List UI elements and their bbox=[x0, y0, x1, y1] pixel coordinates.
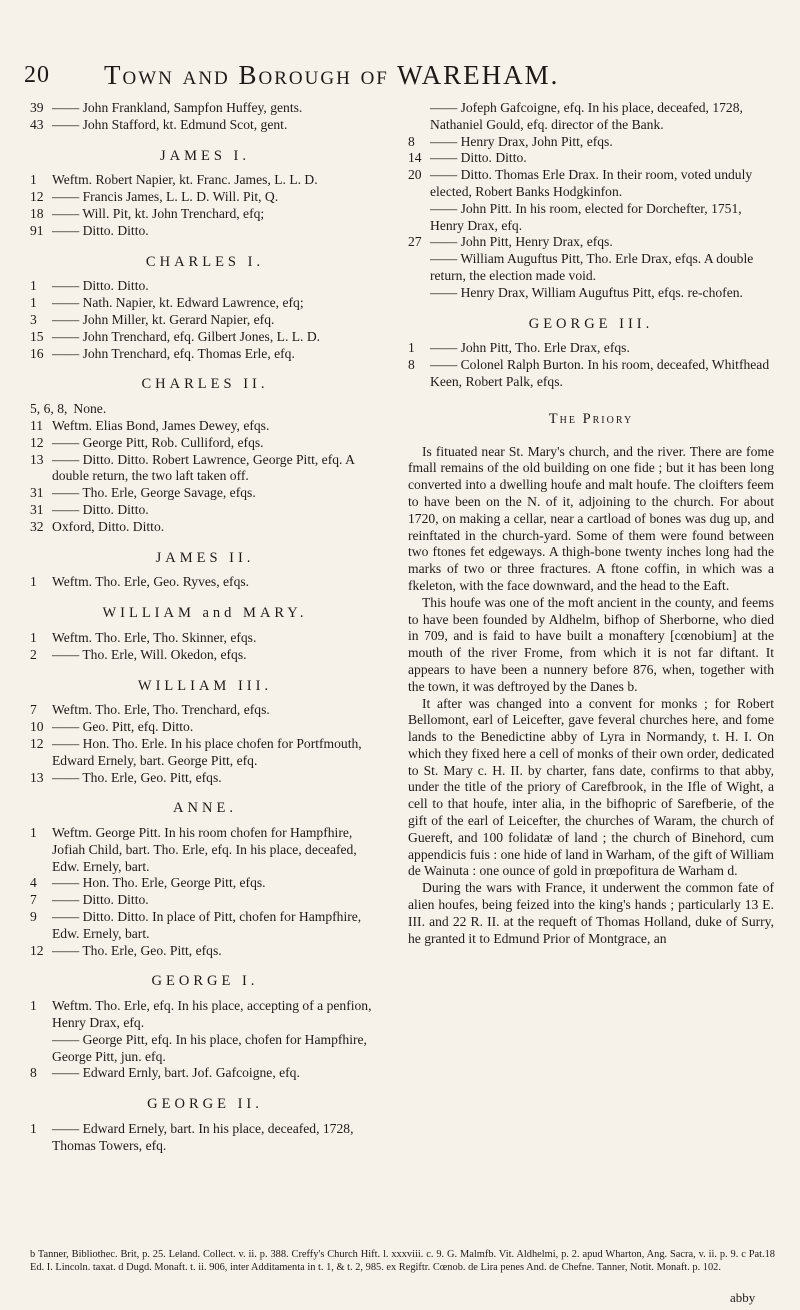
parliament-entry bbox=[30, 206, 380, 223]
parliament-entry bbox=[30, 892, 380, 909]
entry-number: 1 bbox=[30, 574, 37, 590]
section-heading: The Priory bbox=[548, 410, 634, 427]
parliament-entry bbox=[30, 502, 380, 519]
entry-number: 1 bbox=[30, 825, 37, 841]
parliament-entry bbox=[30, 998, 380, 1032]
parliament-entry bbox=[30, 909, 380, 943]
entry-text: —— John Pitt, Tho. Erle Drax, efqs. bbox=[430, 340, 630, 356]
parliament-entry bbox=[30, 647, 380, 664]
parliament-entry bbox=[30, 435, 380, 452]
entry-text: —— Hon. Tho. Erle, George Pitt, efqs. bbox=[52, 875, 266, 891]
entry-number: 11 bbox=[30, 417, 44, 433]
parliament-entry bbox=[408, 251, 774, 285]
entry-text: Weftm. Tho. Erle, efq. In his place, accepting of a penfion, Henry Drax, efq. bbox=[52, 998, 372, 1031]
reign-heading: WILLIAM III. bbox=[137, 677, 273, 694]
entry-text: —— Nath. Napier, kt. Edward Lawrence, efq; bbox=[52, 295, 304, 311]
reign-heading: CHARLES II. bbox=[141, 376, 269, 393]
reign-heading: GEORGE III. bbox=[528, 315, 654, 332]
entry-text: —— Ditto. Ditto. bbox=[52, 222, 149, 238]
entry-number: 91 bbox=[30, 222, 44, 238]
parliament-entry bbox=[408, 150, 774, 167]
entry-number: 12 bbox=[30, 434, 44, 450]
entry-text: —— Ditto. Ditto. In place of Pitt, chofen for Hampfhire, Edw. Ernely, bart. bbox=[52, 909, 362, 941]
parliament-entry bbox=[30, 346, 380, 363]
parliament-entry bbox=[408, 285, 774, 302]
entry-number: 13 bbox=[30, 451, 44, 467]
entry-text: —— George Pitt, efq. In his place, chofen for Hampfhire, George Pitt, jun. efq. bbox=[52, 1031, 367, 1064]
entry-text: Oxford, Ditto. Ditto. bbox=[52, 518, 165, 534]
parliament-entry bbox=[408, 100, 774, 134]
entry-text: Weftm. Tho. Erle, Tho. Trenchard, efqs. bbox=[52, 702, 270, 718]
parliament-entry bbox=[30, 1065, 380, 1082]
entry-number: 5, 6, 8, bbox=[30, 401, 68, 417]
entry-number: 39 bbox=[30, 100, 44, 115]
entry-number: 8 bbox=[30, 1065, 37, 1081]
parliament-entry bbox=[30, 312, 380, 329]
entry-number: 7 bbox=[30, 702, 37, 718]
entry-text: —— John Pitt, Henry Drax, efqs. bbox=[430, 234, 613, 250]
entry-number: 1 bbox=[30, 629, 37, 645]
parliament-entry bbox=[30, 329, 380, 346]
entry-text: —— William Auguftus Pitt, Tho. Erle Drax, efqs. A double return, the election made void. bbox=[430, 251, 754, 283]
entry-text: —— Ditto. Thomas Erle Drax. In their room, voted unduly elected, Robert Banks Hodgkinfon. bbox=[430, 167, 753, 199]
entry-number: 15 bbox=[30, 328, 44, 344]
parliament-entry bbox=[30, 295, 380, 312]
paragraph: This houfe was one of the moft ancient in the county, and feems to have been founded by Aldhelm, bifhop of Sherborne, who died in 709, and is faid to have built a monaftery [cœnobium] at the mouth of the river Frome, from which it is not far diftant. It appears to have been a nunnery before 876, when, together with the town, it was deftroyed by the Danes b. bbox=[408, 594, 774, 694]
entry-number: 3 bbox=[30, 311, 37, 327]
entry-text: —— Ditto. Ditto. bbox=[52, 278, 149, 294]
entry-number: 13 bbox=[30, 769, 44, 785]
parliament-entry bbox=[408, 340, 774, 357]
reign-heading: CHARLES I. bbox=[145, 253, 265, 270]
entry-text: —— Edward Ernly, bart. Jof. Gafcoigne, efq. bbox=[52, 1065, 300, 1081]
entry-number: 8 bbox=[408, 357, 415, 373]
entry-text: Weftm. Elias Bond, James Dewey, efqs. bbox=[52, 417, 270, 433]
page-number: 20 bbox=[24, 62, 50, 88]
parliament-entry bbox=[408, 134, 774, 151]
entry-number: 1 bbox=[30, 172, 37, 188]
entry-text: —— Geo. Pitt, efq. Ditto. bbox=[52, 719, 194, 735]
reign-heading: GEORGE I. bbox=[151, 973, 259, 990]
parliament-entry bbox=[30, 1032, 380, 1066]
entry-text: None. bbox=[73, 401, 107, 417]
parliament-entry bbox=[30, 117, 380, 134]
paragraph: During the wars with France, it underwent the common fate of alien houfes, being feized into the king's hands ; particularly 13 E. III. and 22 R. II. at the requeft of Thomas Holland, duke of Surry, he granted it to Edmund Prior of Montgrace, an bbox=[408, 880, 774, 946]
parliament-entry bbox=[30, 574, 380, 591]
entry-text: —— Hon. Tho. Erle. In his place chofen for Portfmouth, Edward Ernely, bart. George Pitt, efq. bbox=[52, 735, 362, 768]
running-header bbox=[24, 58, 784, 96]
entry-number: 27 bbox=[408, 234, 422, 250]
entry-number: 4 bbox=[30, 875, 37, 891]
reign-heading: ANNE. bbox=[173, 800, 237, 817]
entry-number: 12 bbox=[30, 942, 44, 958]
entry-number: 2 bbox=[30, 646, 37, 662]
entry-text: —— John Trenchard, efq. Thomas Erle, efq. bbox=[52, 345, 295, 361]
entry-text: —— Francis James, L. L. D. Will. Pit, Q. bbox=[52, 189, 279, 205]
entry-number: 14 bbox=[408, 150, 422, 166]
entry-text: —— Tho. Erle, Will. Okedon, efqs. bbox=[52, 646, 247, 662]
entry-text: —— Will. Pit, kt. John Trenchard, efq; bbox=[52, 205, 265, 221]
entry-text: —— John Frankland, Sampfon Huffey, gents. bbox=[52, 100, 303, 115]
parliament-entry bbox=[30, 630, 380, 647]
parliament-entry bbox=[30, 452, 380, 486]
parliament-entry bbox=[30, 1121, 380, 1155]
entry-text: —— John Trenchard, efq. Gilbert Jones, L. L. D. bbox=[52, 328, 321, 344]
parliament-entry bbox=[30, 875, 380, 892]
parliament-entry bbox=[30, 943, 380, 960]
entry-text: —— John Pitt. In his room, elected for Dorchefter, 1751, Henry Drax, efq. bbox=[430, 200, 742, 233]
parliament-entry bbox=[30, 736, 380, 770]
parliament-entry bbox=[30, 189, 380, 206]
right-column bbox=[408, 100, 774, 947]
entry-text: —— Jofeph Gafcoigne, efq. In his place, deceafed, 1728, Nathaniel Gould, efq. director of the Bank. bbox=[430, 100, 743, 132]
parliament-entry bbox=[30, 770, 380, 787]
page-title: Town and Borough of WAREHAM. bbox=[104, 60, 560, 90]
entry-number: 1 bbox=[30, 998, 37, 1014]
footnotes: b Tanner, Bibliothec. Brit, p. 25. Leland. Collect. v. ii. p. 388. Creffy's Church Hift. l. xxxviii. c. 9. G. Malmfb. Vit. Aldhelmi, p. 2. apud Wharton, Ang. Sacra, v. ii. p. 9. c Pat.18 Ed. I. Lincoln. taxat. d Dugd. Monaft. t. ii. 906, inter Additamenta in t. 1, & t. 2, 985. ex Regiftr. Cœnob. de Lira penes And. de Chefne. Tanner, Notit. Monaft. p. 102. bbox=[30, 1249, 775, 1273]
entry-text: Weftm. Tho. Erle, Tho. Skinner, efqs. bbox=[52, 629, 257, 645]
paragraph: Is fituated near St. Mary's church, and the river. There are fome fmall remains of the old building on one fide ; but it has been long converted into a dwelling houfe and malt houfe. The cloifters feem to have been on the N. of it, adjoining to the church. For about 1720, on making a cellar, near a cartload of bones was dug up, and reinftated in the church-yard. Some of them were found between two ftones fet edgeways. A thigh-bone twenty inches long had the marks of two or three fractures. A ftone coffin, in which was a fkeleton, with the face downward, and the head to the Eaft. bbox=[408, 443, 774, 593]
entry-text: —— Colonel Ralph Burton. In his room, deceafed, Whitfhead Keen, Robert Palk, efqs. bbox=[430, 357, 770, 389]
parliament-entry bbox=[30, 719, 380, 736]
entry-text: —— Ditto. Ditto. bbox=[430, 150, 527, 166]
entry-text: —— Henry Drax, John Pitt, efqs. bbox=[430, 133, 613, 149]
entry-text: Weftm. Tho. Erle, Geo. Ryves, efqs. bbox=[52, 574, 250, 590]
entry-number: 32 bbox=[30, 518, 44, 534]
catchword: abby bbox=[730, 1290, 756, 1305]
entry-text: —— Ditto. Ditto. bbox=[52, 501, 149, 517]
reign-heading: GEORGE II. bbox=[147, 1096, 263, 1113]
reign-heading: JAMES II. bbox=[155, 549, 255, 566]
parliament-entry bbox=[30, 825, 380, 875]
entry-number: 10 bbox=[30, 719, 44, 735]
entry-number: 43 bbox=[30, 116, 44, 132]
parliament-entry bbox=[408, 167, 774, 201]
entry-number: 1 bbox=[30, 1121, 37, 1137]
paragraph: It after was changed into a convent for monks ; for Robert Bellomont, earl of Leicefter, gave feveral churches here, and fome lands to the Benedictine abby of Lyra in Normandy, t. H. I. On which they fixed here a cell of monks of their own order, dedicated to St. Mary c. H. II. by charter, fans date, confirms to that abby, under the title of the priory of Carefbrook, in the Ifle of Wight, a cell to that houfe, inter alia, in the bifhopric of Sarefberie, of the gift of the earl of Leicefter, the churches of Waram, the church of Guereft, and 100 folidatæ of land ; the church of Binehord, cum appendicis fuis : one hide of land in Warham, of the gift of William de Wainuta : one ounce of gold in prœpofitura de Warham d. bbox=[408, 695, 774, 879]
entry-number: 20 bbox=[408, 167, 422, 183]
entry-number: 18 bbox=[30, 205, 44, 221]
parliament-entry bbox=[30, 100, 380, 117]
entry-number: 9 bbox=[30, 909, 37, 925]
entry-number: 1 bbox=[30, 295, 37, 311]
entry-number: 31 bbox=[30, 501, 44, 517]
parliament-entry bbox=[30, 519, 380, 536]
entry-number: 31 bbox=[30, 485, 44, 501]
entry-text: —— John Miller, kt. Gerard Napier, efq. bbox=[52, 311, 275, 327]
reign-heading: WILLIAM and MARY. bbox=[102, 605, 308, 622]
entry-number: 7 bbox=[30, 892, 37, 908]
parliament-entry bbox=[30, 223, 380, 240]
entry-number: 16 bbox=[30, 345, 44, 361]
entry-number: 1 bbox=[30, 278, 37, 294]
parliament-entry bbox=[408, 201, 774, 235]
parliament-entry bbox=[30, 172, 380, 189]
entry-text: —— John Stafford, kt. Edmund Scot, gent. bbox=[52, 116, 288, 132]
reign-heading: JAMES I. bbox=[159, 147, 250, 164]
parliament-entry bbox=[30, 278, 380, 295]
parliament-entry bbox=[30, 418, 380, 435]
entry-text: —— Edward Ernely, bart. In his place, deceafed, 1728, Thomas Towers, efq. bbox=[52, 1121, 354, 1153]
parliament-entry bbox=[30, 485, 380, 502]
entry-text: Weftm. George Pitt. In his room chofen for Hampfhire, Jofiah Child, bart. Tho. Erle, efq. In his place, deceafed, Edw. Ernely, bart. bbox=[52, 825, 357, 874]
entry-number: 12 bbox=[30, 189, 44, 205]
entry-number: 12 bbox=[30, 735, 44, 751]
left-column bbox=[30, 100, 380, 1155]
parliament-entry bbox=[408, 357, 774, 391]
entry-text: —— Henry Drax, William Auguftus Pitt, efqs. re-chofen. bbox=[430, 284, 743, 300]
entry-text: —— George Pitt, Rob. Culliford, efqs. bbox=[52, 434, 264, 450]
entry-text: Weftm. Robert Napier, kt. Franc. James, L. L. D. bbox=[52, 172, 318, 188]
entry-number: 8 bbox=[408, 133, 415, 149]
entry-text: —— Ditto. Ditto. Robert Lawrence, George Pitt, efq. A double return, the two laft taken off. bbox=[52, 451, 355, 484]
entry-text: —— Tho. Erle, George Savage, efqs. bbox=[52, 485, 256, 501]
entry-number: 1 bbox=[408, 340, 415, 356]
entry-text: —— Tho. Erle, Geo. Pitt, efqs. bbox=[52, 942, 222, 958]
parliament-entry bbox=[30, 401, 380, 418]
parliament-entry bbox=[408, 234, 774, 251]
entry-text: —— Tho. Erle, Geo. Pitt, efqs. bbox=[52, 769, 222, 785]
parliament-entry bbox=[30, 702, 380, 719]
entry-text: —— Ditto. Ditto. bbox=[52, 892, 149, 908]
